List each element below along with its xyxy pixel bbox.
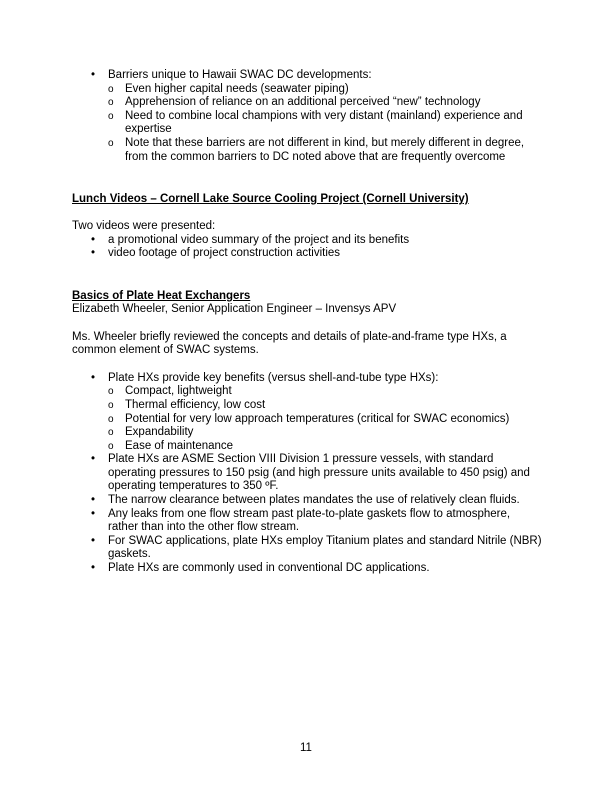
hollow-bullet-icon: o bbox=[108, 386, 114, 398]
list-item-text: Any leaks from one flow stream past plate-to-plate gaskets flow to atmosphere, rather than into the other flow stream. bbox=[108, 507, 511, 534]
hollow-bullet-icon: o bbox=[108, 83, 114, 95]
bullet-icon: • bbox=[91, 371, 96, 384]
list-item-text: Apprehension of reliance on an additional perceived “new” technology bbox=[125, 96, 481, 109]
list-item bbox=[108, 83, 542, 97]
list-item bbox=[72, 535, 542, 562]
bullet-icon: • bbox=[91, 562, 96, 575]
bullet-icon: • bbox=[91, 247, 96, 260]
bullet-icon: • bbox=[91, 494, 96, 507]
list-item bbox=[72, 69, 542, 164]
list-item bbox=[108, 96, 542, 110]
bullet-icon: • bbox=[91, 507, 96, 520]
list-item-text: Need to combine local champions with very distant (mainland) experience and expertise bbox=[125, 109, 523, 136]
hollow-bullet-icon: o bbox=[108, 427, 114, 439]
list-item-text: Note that these barriers are not different in kind, but merely different in degree, from the common barriers to DC noted above that are frequently overcome bbox=[125, 136, 525, 163]
lunch-list bbox=[72, 234, 542, 261]
benefits-sublist bbox=[108, 385, 542, 453]
hollow-bullet-icon: o bbox=[108, 413, 114, 425]
list-item-text: Plate HXs provide key benefits (versus shell-and-tube type HXs): bbox=[108, 371, 439, 384]
list-item bbox=[108, 426, 542, 440]
barriers-heading: Barriers unique to Hawaii SWAC DC developments: bbox=[108, 69, 372, 81]
list-item-text: Potential for very low approach temperatures (critical for SWAC economics) bbox=[125, 412, 510, 425]
barriers-sublist bbox=[108, 83, 542, 165]
list-item bbox=[108, 110, 542, 137]
bullet-icon: • bbox=[91, 453, 96, 466]
list-item-text: Plate HXs are ASME Section VIII Division 1 pressure vessels, with standard operating pressures to 150 psig (and high pressure units available to 450 psig) and operating temperatures to 350 ºF. bbox=[108, 453, 530, 493]
barriers-list bbox=[72, 69, 542, 164]
list-item bbox=[108, 137, 542, 164]
plate-heading: Basics of Plate Heat Exchangers bbox=[72, 289, 251, 302]
list-item-text: Even higher capital needs (seawater piping) bbox=[125, 82, 349, 95]
hollow-bullet-icon: o bbox=[108, 399, 114, 411]
list-item-text: a promotional video summary of the project and its benefits bbox=[108, 233, 410, 246]
plate-summary: Ms. Wheeler briefly reviewed the concepts and details of plate-and-frame type HXs, a common element of SWAC systems. bbox=[72, 330, 507, 357]
presenter-line: Elizabeth Wheeler, Senior Application Engineer – Invensys APV bbox=[72, 302, 397, 315]
list-item-text: For SWAC applications, plate HXs employ Titanium plates and standard Nitrile (NBR) gaskets. bbox=[108, 534, 542, 561]
page-content bbox=[72, 69, 542, 576]
bullet-icon: • bbox=[91, 69, 96, 81]
hollow-bullet-icon: o bbox=[108, 97, 114, 109]
list-item bbox=[108, 385, 542, 399]
list-item bbox=[72, 234, 542, 248]
list-item-text: The narrow clearance between plates mandates the use of relatively clean fluids. bbox=[108, 494, 520, 507]
list-item bbox=[108, 440, 542, 454]
list-item bbox=[72, 453, 542, 494]
list-item-text: Expandability bbox=[125, 426, 194, 439]
list-item bbox=[72, 494, 542, 508]
bullet-icon: • bbox=[91, 534, 96, 547]
list-item bbox=[108, 413, 542, 427]
list-item bbox=[108, 399, 542, 413]
list-item-text: video footage of project construction activities bbox=[108, 247, 341, 260]
list-item-text: Ease of maintenance bbox=[125, 439, 234, 452]
plate-points-list bbox=[72, 372, 542, 576]
bullet-icon: • bbox=[91, 233, 96, 246]
lunch-intro: Two videos were presented: bbox=[72, 220, 216, 233]
list-item bbox=[72, 372, 542, 454]
hollow-bullet-icon: o bbox=[108, 137, 114, 149]
lunch-heading: Lunch Videos – Cornell Lake Source Cooling Project (Cornell University) bbox=[72, 193, 469, 206]
hollow-bullet-icon: o bbox=[108, 440, 114, 452]
list-item bbox=[72, 247, 542, 261]
page-number: 11 bbox=[300, 742, 312, 754]
list-item-text: Compact, lightweight bbox=[125, 385, 232, 398]
hollow-bullet-icon: o bbox=[108, 110, 114, 122]
list-item-text: Thermal efficiency, low cost bbox=[125, 398, 266, 411]
list-item bbox=[72, 562, 542, 576]
list-item-text: Plate HXs are commonly used in conventional DC applications. bbox=[108, 562, 430, 575]
list-item bbox=[72, 508, 542, 535]
